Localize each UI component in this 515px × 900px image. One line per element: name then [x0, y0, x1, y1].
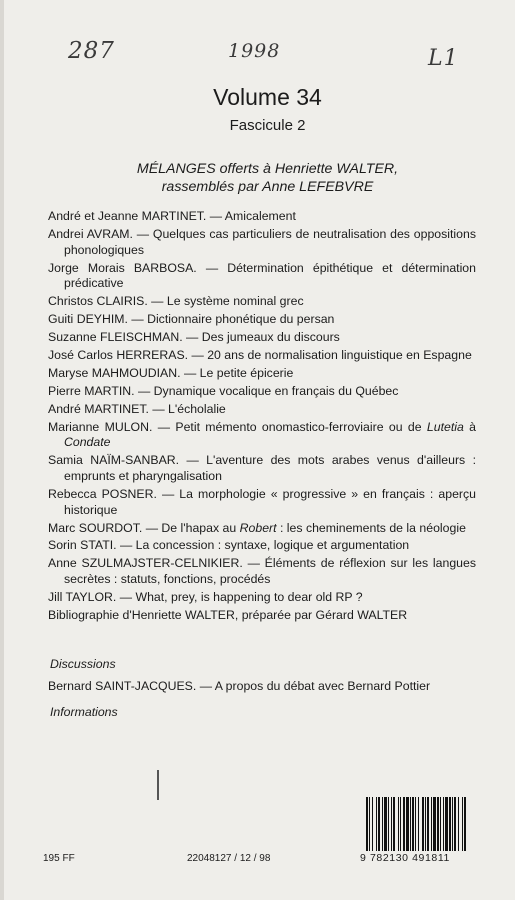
toc-entry-text: à — [463, 419, 476, 434]
toc-entry — [48, 312, 476, 328]
toc-entry — [48, 330, 476, 346]
toc-entry-text: Christos CLAIRIS. — Le système nominal grec — [48, 294, 304, 309]
toc-entry-text: Bibliographie d'Henriette WALTER, préparée par Gérard WALTER — [48, 607, 408, 622]
toc-entry-text: Sorin STATI. — La concession : syntaxe, logique et argumentation — [48, 538, 410, 553]
melanges-line-2: rassemblés par Anne LEFEBVRE — [161, 179, 374, 195]
toc-entry — [48, 556, 476, 588]
toc-entry-text: : les cheminements de la néologie — [276, 520, 466, 535]
toc-entry-text: Jill TAYLOR. — What, prey, is happening to dear old RP ? — [48, 590, 363, 605]
catalog-code: 22048127 / 12 / 98 — [187, 853, 271, 864]
toc-entry-italic: Lutetia — [426, 419, 464, 434]
toc-entry — [48, 384, 476, 400]
toc-entry-text: Guiti DEYHIM. — Dictionnaire phonétique du persan — [48, 312, 335, 327]
discussion-entry: Bernard SAINT-JACQUES. — A propos du débat avec Bernard Pottier — [48, 679, 431, 693]
toc-entry-italic: Robert — [239, 520, 277, 535]
toc-entry — [48, 521, 476, 537]
toc-entry-text: Marc SOURDOT. — De l'hapax au — [48, 520, 240, 535]
toc-entry-text: Rebecca POSNER. — La morphologie « progressive » en français : aperçu historique — [48, 486, 476, 517]
toc-entry-text: André MARTINET. — L'écholalie — [48, 401, 226, 416]
toc-entry — [48, 453, 476, 485]
toc-entry — [48, 420, 476, 452]
melanges-line-1: MÉLANGES offerts à Henriette WALTER, — [136, 161, 399, 177]
fascicule-subtitle: Fascicule 2 — [229, 117, 306, 134]
toc-entry — [48, 348, 476, 364]
toc-entry — [48, 590, 476, 606]
toc-entry — [48, 366, 476, 382]
page-left-edge — [0, 0, 4, 900]
toc-entry — [48, 209, 476, 225]
handwritten-number: 287 — [68, 38, 115, 64]
toc-entry — [48, 294, 476, 310]
melanges-heading — [0, 160, 515, 196]
handwritten-year: 1998 — [228, 40, 281, 62]
discussions-heading: Discussions — [50, 657, 116, 671]
table-of-contents — [48, 209, 476, 626]
barcode-icon — [366, 797, 494, 851]
price-label: 195 FF — [43, 853, 75, 864]
toc-entry — [48, 538, 476, 554]
pencil-mark — [157, 770, 159, 800]
toc-entry-text: Andrei AVRAM. — Quelques cas particuliers de neutralisation des oppositions phonologiques — [48, 226, 476, 257]
toc-entry — [48, 261, 476, 293]
volume-title: Volume 34 — [213, 84, 322, 110]
toc-entry-text: Suzanne FLEISCHMAN. — Des jumeaux du discours — [48, 330, 340, 345]
informations-heading: Informations — [50, 705, 118, 719]
toc-entry — [48, 402, 476, 418]
toc-entry-text: Maryse MAHMOUDIAN. — Le petite épicerie — [48, 365, 294, 380]
toc-entry-text: Pierre MARTIN. — Dynamique vocalique en français du Québec — [48, 383, 399, 398]
toc-entry — [48, 608, 476, 624]
toc-entry-text: André et Jeanne MARTINET. — Amicalement — [48, 209, 296, 223]
toc-entry-text: Marianne MULON. — Petit mémento onomastico-ferroviaire ou de — [48, 419, 427, 434]
toc-entry — [48, 227, 476, 259]
toc-entry-text: Samia NAÏM-SANBAR. — L'aventure des mots arabes venus d'ailleurs : emprunts et pharyngalisation — [48, 453, 476, 483]
toc-entry-text: José Carlos HERRERAS. — 20 ans de normalisation linguistique en Espagne — [48, 347, 472, 362]
toc-entry-text: Anne SZULMAJSTER-CELNIKIER. — Éléments de réflexion sur les langues secrètes : statuts, fonctions, procédés — [48, 556, 476, 587]
toc-entry-italic: Condate — [64, 435, 111, 450]
toc-entry-text: Jorge Morais BARBOSA. — Détermination épithétique et détermination prédicative — [48, 260, 476, 291]
toc-entry — [48, 487, 476, 519]
isbn-number: 9 782130 491811 — [360, 852, 450, 864]
handwritten-mark: L1 — [428, 46, 459, 71]
